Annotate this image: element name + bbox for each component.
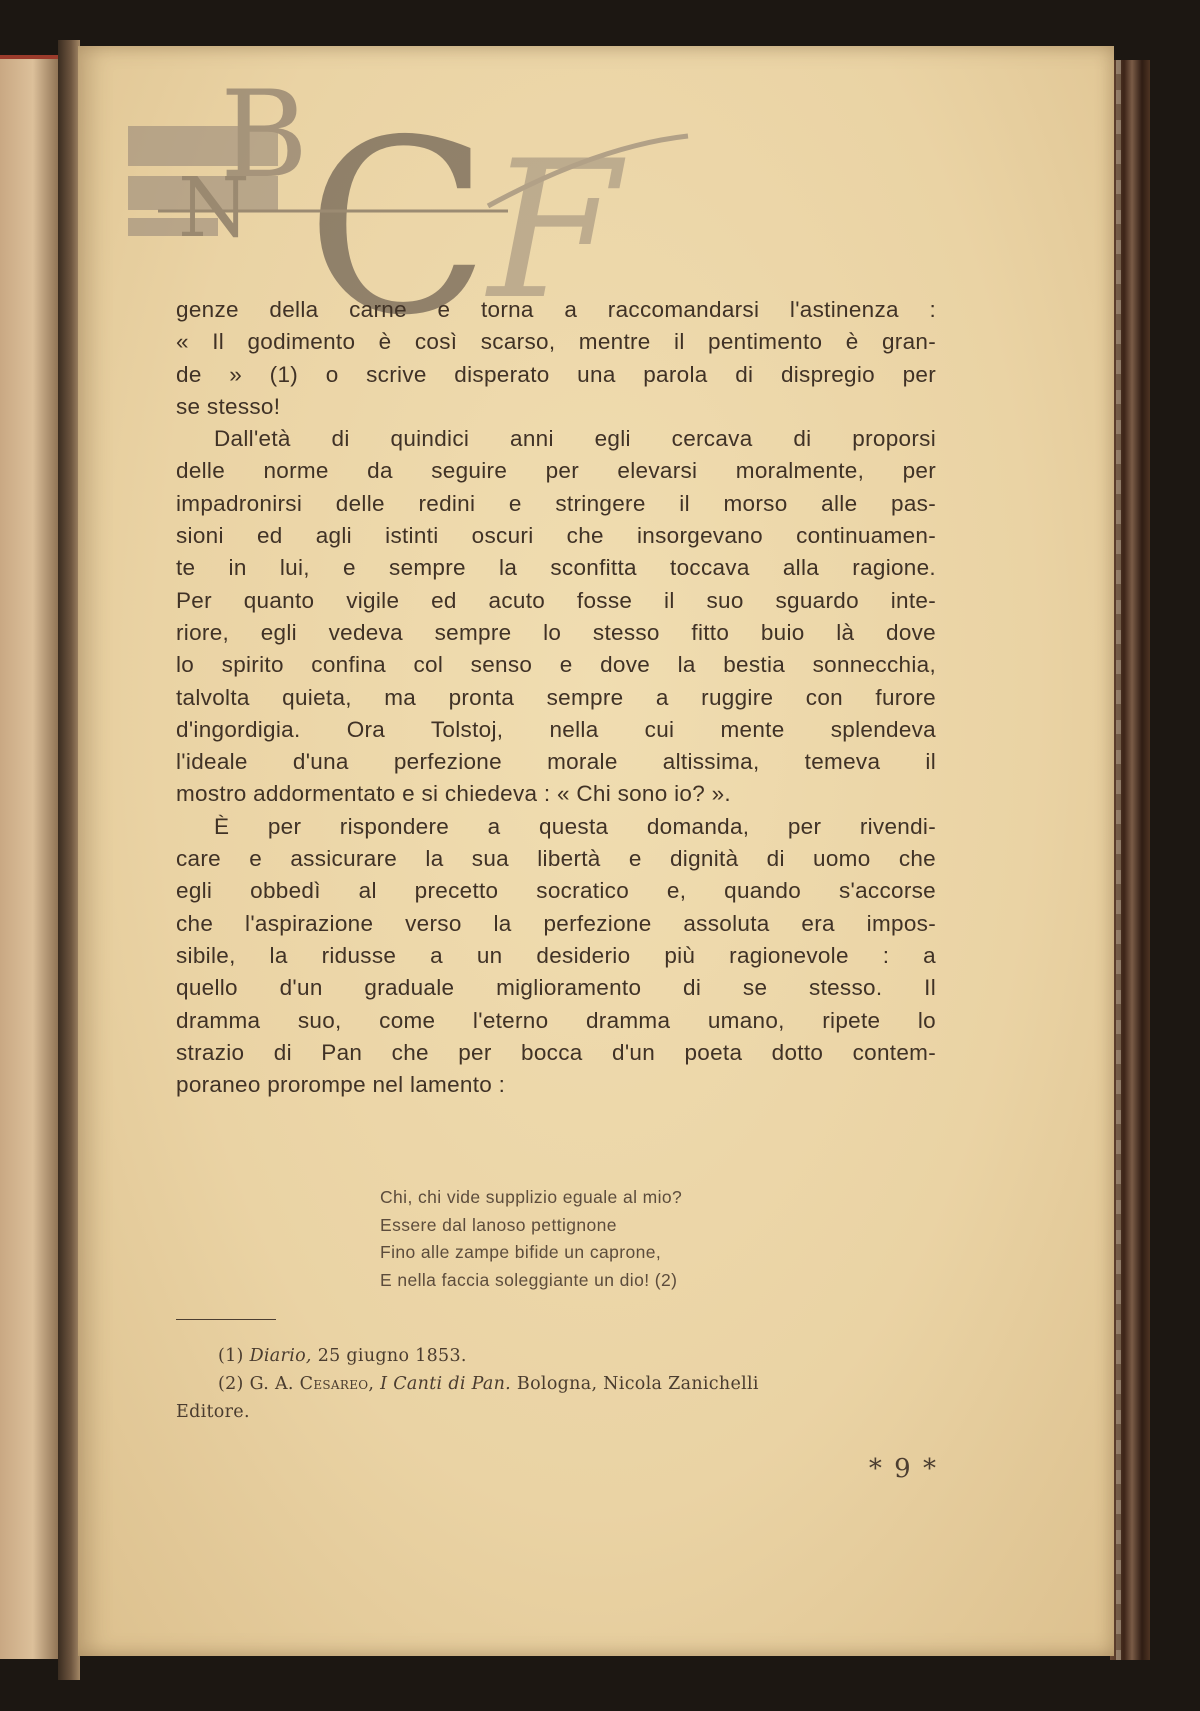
footnote-2-continuation: Editore. <box>176 1402 250 1422</box>
text-line: dramma suo, come l'eterno dramma umano, ripete lo <box>176 1007 936 1033</box>
footnote-author-initials: G. A. <box>249 1374 294 1394</box>
text-line: Per quanto vigile ed acuto fosse il suo sguardo inte- <box>176 587 936 613</box>
verse-line: E nella faccia soleggiante un dio! (2) <box>380 1269 678 1290</box>
text-line: genze della carne e torna a raccomandarsi l'astinenza : <box>176 297 936 322</box>
text-line: impadronirsi delle redini e stringere il morso alle pas- <box>176 490 936 516</box>
text-line: che l'aspirazione verso la perfezione assoluta era impos- <box>176 910 936 936</box>
text-line: talvolta quieta, ma pronta sempre a ruggire con furore <box>176 684 936 710</box>
footnote-2 <box>176 1370 936 1398</box>
paragraph-first-line: Dall'età di quindici anni egli cercava di proporsi <box>214 426 936 452</box>
paragraph-first-line: È per rispondere a questa domanda, per rivendi- <box>214 813 936 839</box>
text-line: d'ingordigia. Ora Tolstoj, nella cui mente splendeva <box>176 716 936 742</box>
text-line: riore, egli vedeva sempre lo stesso fitto buio là dove <box>176 619 936 645</box>
footnote-title: I Canti di Pan. <box>380 1374 512 1394</box>
verse-line: Fino alle zampe bifide un caprone, <box>380 1242 662 1262</box>
book-fore-edge <box>1110 60 1150 1660</box>
text-line: quello d'un graduale miglioramento di se stesso. Il <box>176 975 936 1001</box>
text-line: « Il godimento è così scarso, mentre il pentimento è gran- <box>176 329 936 355</box>
footnote-text: Bologna, Nicola Zanichelli <box>516 1374 759 1394</box>
text-line: delle norme da seguire per elevarsi moralmente, per <box>176 458 936 484</box>
footnote-mark: (1) <box>218 1346 244 1366</box>
watermark-letter-n: N <box>178 161 250 256</box>
footnote-separator <box>176 1319 276 1320</box>
text-line: de » (1) o scrive disperato una parola di dispregio per <box>176 361 936 387</box>
text-line: sibile, la ridusse a un desiderio più ragionevole : a <box>176 942 936 968</box>
text-line: se stesso! <box>176 393 281 419</box>
text-line: strazio di Pan che per bocca d'un poeta dotto contem- <box>176 1039 936 1065</box>
footnote-text: 25 giugno 1853. <box>317 1346 467 1366</box>
body-text <box>176 294 936 1101</box>
watermark-letter-b: B <box>220 86 309 205</box>
page-number: * 9 * <box>868 1454 938 1484</box>
text-line: sioni ed agli istinti oscuri che insorgevano continuamen- <box>176 523 936 549</box>
verse-quotation <box>380 1184 820 1294</box>
text-line: egli obbedì al precetto socratico e, quando s'accorse <box>176 878 936 904</box>
footnote-mark: (2) <box>218 1374 244 1394</box>
book-page <box>78 46 1114 1656</box>
facing-page-edge <box>0 55 60 1659</box>
footnote-title: Diario, <box>249 1346 312 1366</box>
footnotes <box>176 1342 936 1426</box>
text-line: care e assicurare la sua libertà e dignità di uomo che <box>176 846 936 872</box>
book-gutter <box>58 40 80 1680</box>
text-line: lo spirito confina col senso e dove la bestia sonnecchia, <box>176 652 936 678</box>
text-line: poraneo prorompe nel lamento : <box>176 1072 506 1098</box>
footnote-author-name: Cesareo, <box>299 1374 375 1394</box>
text-line: mostro addormentato e si chiedeva : « Chi sono io? ». <box>176 781 731 807</box>
footnote-1 <box>176 1342 936 1370</box>
watermark-letter-f: F <box>488 120 620 326</box>
library-watermark-logo <box>128 86 768 326</box>
verse-line: Chi, chi vide supplizio eguale al mio? <box>380 1187 683 1207</box>
text-line: te in lui, e sempre la sconfitta toccava alla ragione. <box>176 555 936 581</box>
verse-line: Essere dal lanoso pettignone <box>380 1214 617 1235</box>
watermark-letter-c: C <box>306 88 490 326</box>
text-line: l'ideale d'una perfezione morale altissima, temeva il <box>176 749 936 775</box>
